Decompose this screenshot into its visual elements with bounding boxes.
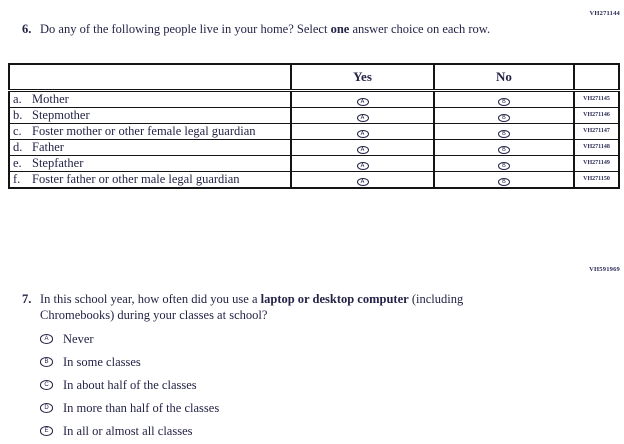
row-accession-code: VH271149 <box>574 155 619 171</box>
q6-row-c-no-bubble[interactable]: B <box>498 130 510 138</box>
row-text: Foster father or other male legal guardian <box>32 171 240 186</box>
table-row-mother <box>9 90 619 107</box>
option-label: In about half of the classes <box>63 377 197 392</box>
row-label-cell <box>9 139 291 155</box>
row-accession-code: VH271147 <box>574 123 619 139</box>
row-label-cell <box>9 171 291 188</box>
row-accession-code: VH271145 <box>574 90 619 107</box>
yes-cell <box>291 155 434 171</box>
option-label: In some classes <box>63 354 141 369</box>
q6-row-b-yes-bubble[interactable]: A <box>357 114 369 122</box>
no-cell <box>434 123 574 139</box>
question-7-text-pre: In this school year, how often did you use a <box>40 292 261 306</box>
question-7-accession-code: VH591969 <box>589 266 620 273</box>
question-6-number: 6. <box>22 22 32 36</box>
q7-option-a-bubble[interactable]: A <box>40 334 53 344</box>
q6-row-e-no-bubble[interactable]: B <box>498 162 510 170</box>
row-accession-code: VH271150 <box>574 171 619 188</box>
table-row-stepmother <box>9 107 619 123</box>
option-label: In more than half of the classes <box>63 400 220 415</box>
yes-cell <box>291 123 434 139</box>
question-7-text-post: (including Chromebooks) during your classes at school? <box>40 292 464 322</box>
q6-row-a-no-bubble[interactable]: B <box>498 98 510 106</box>
option-never <box>40 332 219 346</box>
row-letter: f. <box>13 171 21 186</box>
row-letter: e. <box>13 155 22 170</box>
question-7 <box>22 291 542 323</box>
header-blank-cell <box>9 64 291 90</box>
q6-row-a-yes-bubble[interactable]: A <box>357 98 369 106</box>
no-cell <box>434 107 574 123</box>
q7-option-c-bubble[interactable]: C <box>40 380 53 390</box>
q6-row-f-yes-bubble[interactable]: A <box>357 178 369 186</box>
question-6-text-post: answer choice on each row. <box>349 22 491 36</box>
no-cell <box>434 171 574 188</box>
question-6-accession-code: VH271144 <box>589 10 620 17</box>
q7-options-list <box>40 332 219 444</box>
header-code-cell <box>574 64 619 90</box>
question-6 <box>22 21 567 37</box>
no-cell <box>434 155 574 171</box>
option-label: Never <box>63 331 94 346</box>
no-cell <box>434 90 574 107</box>
row-accession-code: VH271148 <box>574 139 619 155</box>
question-6-text <box>40 21 490 37</box>
row-text: Stepmother <box>32 107 90 122</box>
no-cell <box>434 139 574 155</box>
yes-cell <box>291 107 434 123</box>
row-label-cell <box>9 123 291 139</box>
q6-row-d-no-bubble[interactable]: B <box>498 146 510 154</box>
question-7-number: 7. <box>22 292 32 306</box>
table-header-row <box>9 64 619 90</box>
question-7-text <box>40 291 540 323</box>
row-letter: b. <box>13 107 23 122</box>
option-all-or-almost-all <box>40 424 219 438</box>
table-row-foster-father <box>9 171 619 188</box>
row-label-cell <box>9 155 291 171</box>
q7-option-b-bubble[interactable]: B <box>40 357 53 367</box>
table-row-stepfather <box>9 155 619 171</box>
question-7-text-bold: laptop or desktop computer <box>260 292 409 306</box>
q6-row-e-yes-bubble[interactable]: A <box>357 162 369 170</box>
yes-cell <box>291 139 434 155</box>
row-letter: c. <box>13 123 22 138</box>
row-text: Mother <box>32 91 69 106</box>
row-text: Foster mother or other female legal guardian <box>32 123 256 138</box>
q7-option-e-bubble[interactable]: E <box>40 426 53 436</box>
row-accession-code: VH271146 <box>574 107 619 123</box>
header-yes: Yes <box>291 64 434 90</box>
q6-response-table <box>8 63 620 189</box>
yes-cell <box>291 171 434 188</box>
option-in-some-classes <box>40 355 219 369</box>
q6-row-d-yes-bubble[interactable]: A <box>357 146 369 154</box>
row-text: Father <box>32 139 64 154</box>
question-6-text-bold: one <box>330 22 350 36</box>
table-row-foster-mother <box>9 123 619 139</box>
question-6-text-pre: Do any of the following people live in your home? Select <box>40 22 331 36</box>
option-about-half <box>40 378 219 392</box>
option-more-than-half <box>40 401 219 415</box>
row-letter: a. <box>13 91 22 106</box>
header-no: No <box>434 64 574 90</box>
table-row-father <box>9 139 619 155</box>
yes-cell <box>291 90 434 107</box>
row-text: Stepfather <box>32 155 84 170</box>
row-label-cell <box>9 90 291 107</box>
row-letter: d. <box>13 139 23 154</box>
q6-row-c-yes-bubble[interactable]: A <box>357 130 369 138</box>
option-label: In all or almost all classes <box>63 423 193 438</box>
q6-row-b-no-bubble[interactable]: B <box>498 114 510 122</box>
q7-option-d-bubble[interactable]: D <box>40 403 53 413</box>
q6-row-f-no-bubble[interactable]: B <box>498 178 510 186</box>
row-label-cell <box>9 107 291 123</box>
